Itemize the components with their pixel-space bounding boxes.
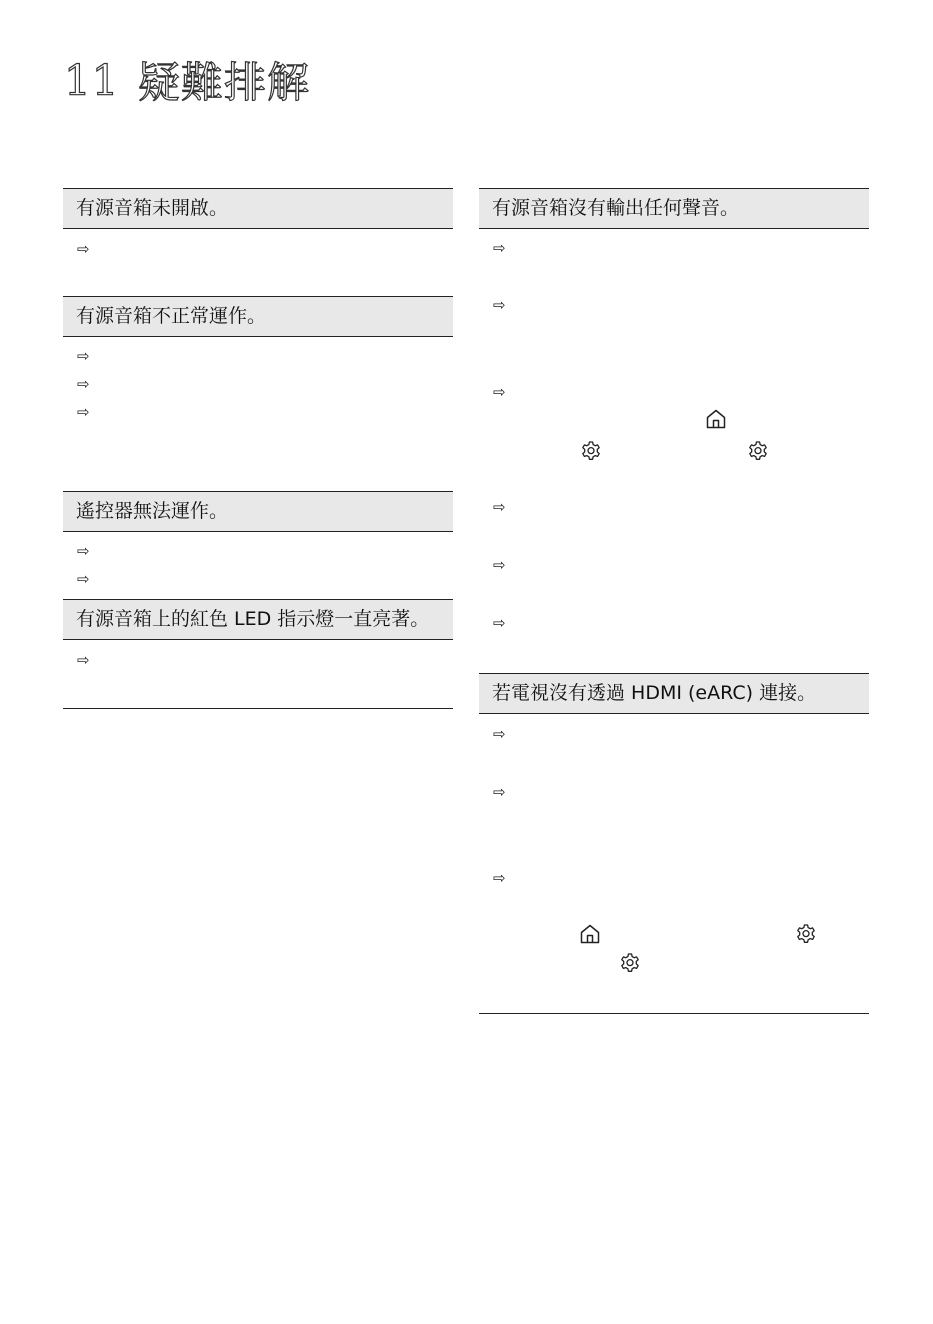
bullet-arrow: ⇨ (77, 403, 90, 421)
bullet-arrow: ⇨ (493, 783, 506, 801)
section-body (479, 714, 869, 1013)
bullet-arrow: ⇨ (493, 556, 506, 574)
bullet-arrow: ⇨ (493, 383, 506, 401)
bullet-arrow: ⇨ (77, 240, 90, 258)
right-column (479, 188, 869, 1014)
home-icon (705, 408, 727, 430)
section-heading: 有源音箱沒有輸出任何聲音。 (479, 188, 869, 229)
bullet-arrow: ⇨ (493, 296, 506, 314)
section-heading: 若電視沒有透過 HDMI (eARC) 連接。 (479, 673, 869, 714)
settings-gear-icon (747, 440, 769, 462)
bullet-arrow: ⇨ (77, 375, 90, 393)
home-icon (579, 923, 601, 945)
section-heading: 有源音箱上的紅色 LED 指示燈一直亮著。 (63, 599, 453, 640)
bullet-arrow: ⇨ (493, 869, 506, 887)
bullet-arrow: ⇨ (77, 651, 90, 669)
bullet-arrow: ⇨ (493, 725, 506, 743)
section-body (479, 229, 869, 673)
column-end-rule (479, 1013, 869, 1014)
section-heading: 有源音箱不正常運作。 (63, 296, 453, 337)
settings-gear-icon (795, 923, 817, 945)
section-heading: 有源音箱未開啟。 (63, 188, 453, 229)
section-body (63, 532, 453, 599)
bullet-arrow: ⇨ (77, 542, 90, 560)
column-end-rule (63, 708, 453, 709)
section-heading: 遙控器無法運作。 (63, 491, 453, 532)
bullet-arrow: ⇨ (493, 614, 506, 632)
bullet-arrow: ⇨ (77, 570, 90, 588)
section-body (63, 337, 453, 491)
bullet-arrow: ⇨ (493, 498, 506, 516)
settings-gear-icon (580, 440, 602, 462)
chapter-title (64, 52, 310, 108)
section-body (63, 640, 453, 708)
chapter-title-text: 疑難排解 (138, 58, 311, 107)
left-column (63, 188, 453, 709)
bullet-arrow: ⇨ (77, 347, 90, 365)
settings-gear-icon (619, 952, 641, 974)
section-body (63, 229, 453, 296)
chapter-number: 11 (64, 55, 120, 105)
bullet-arrow: ⇨ (493, 239, 506, 257)
